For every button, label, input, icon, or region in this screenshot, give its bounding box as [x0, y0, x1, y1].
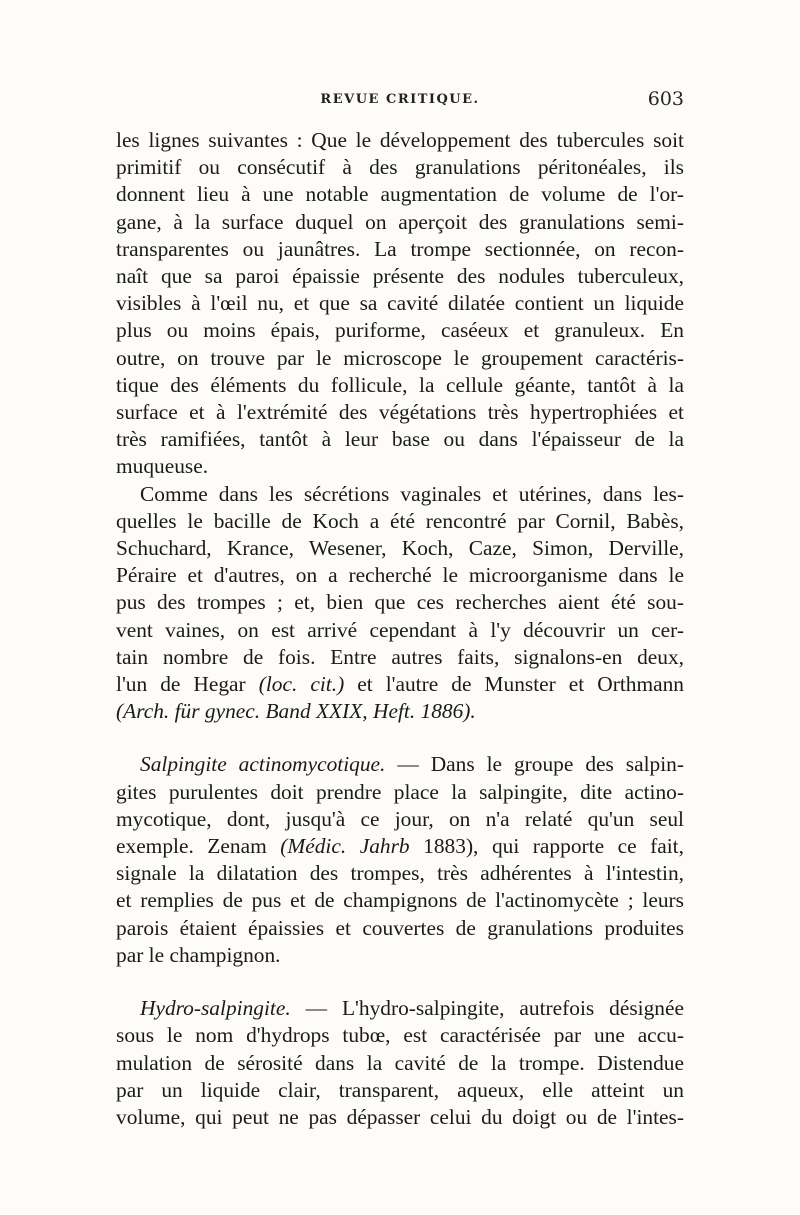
- text-run: et l'autre de Munster et Orthmann: [357, 672, 684, 697]
- text-line: outre, on trouve par le microscope le groupement caractéris-: [116, 345, 684, 370]
- text-line: gites purulentes doit prendre place la salpingite, dite actino-: [116, 779, 684, 804]
- text-line: donnent lieu à une notable augmentation de volume de l'or-: [116, 182, 684, 207]
- text-line: par un liquide clair, transparent, aqueux, elle atteint un: [116, 1077, 684, 1102]
- paragraph-gap: [116, 969, 684, 995]
- text-run: — Dans le groupe des salpin-: [397, 752, 684, 777]
- text-run: exemple. Zenam: [116, 834, 267, 859]
- paragraph-actinomycotic-salpingitis: [116, 751, 684, 969]
- paragraph-gap: [116, 725, 684, 751]
- text-line: et remplies de pus et de champignons de l'actinomycète ; leurs: [116, 888, 684, 913]
- text-line: par le champignon.: [116, 942, 281, 967]
- citation-italic: (loc. cit.): [258, 672, 345, 697]
- text-line: volume, qui peut ne pas dépasser celui du doigt ou de l'intes-: [116, 1104, 684, 1129]
- text-line: Schuchard, Krance, Wesener, Koch, Caze, Simon, Derville,: [116, 536, 684, 561]
- text-line: gane, à la surface duquel on aperçoit des granulations semi-: [116, 209, 684, 234]
- text-run: — L'hydro-salpingite, autrefois désignée: [305, 996, 684, 1021]
- text-line-mixed: [116, 751, 684, 778]
- text-line: sous le nom d'hydrops tubœ, est caractérisée par une accu-: [116, 1023, 684, 1048]
- paragraph-hydro-salpingitis: [116, 995, 684, 1131]
- text-line: très ramifiées, tantôt à leur base ou dans l'épaisseur de la: [116, 427, 684, 452]
- text-run: 1883), qui rapporte ce fait,: [423, 834, 684, 859]
- running-title: REVUE CRITIQUE.: [320, 92, 480, 107]
- text-line: Péraire et d'autres, on a recherché le microorganisme dans le: [116, 563, 684, 588]
- text-line: primitif ou consécutif à des granulations péritonéales, ils: [116, 155, 684, 180]
- text-line: muqueuse.: [116, 454, 209, 479]
- text-line: plus ou moins épais, puriforme, caséeux et granuleux. En: [116, 318, 684, 343]
- text-line: mycotique, dont, jusqu'à ce jour, on n'a relaté qu'un seul: [116, 806, 684, 831]
- section-heading: Hydro-salpingite.: [140, 996, 291, 1021]
- text-line: surface et à l'extrémité des végétations très hypertrophiées et: [116, 400, 684, 425]
- text-line-mixed: [116, 671, 684, 698]
- paragraph-koch-bacillus: [116, 481, 684, 726]
- text-line: vent vaines, on est arrivé cependant à l'y découvrir un cer-: [116, 617, 684, 642]
- paragraph-tuberculous-tube: [116, 127, 684, 481]
- text-line: tique des éléments du follicule, la cellule géante, tantôt à la: [116, 372, 684, 397]
- page-number: 603: [647, 88, 684, 110]
- text-line: pus des trompes ; et, bien que ces recherches aient été sou-: [116, 590, 684, 615]
- text-line: naît que sa paroi épaissie présente des nodules tuberculeux,: [116, 264, 684, 289]
- text-line: Comme dans les sécrétions vaginales et utérines, dans les-: [140, 481, 684, 506]
- text-line: les lignes suivantes : Que le développement des tubercules soit: [116, 128, 684, 152]
- citation-italic: (Arch. für gynec. Band XXIX, Heft. 1886).: [116, 699, 476, 724]
- text-line: visibles à l'œil nu, et que sa cavité dilatée contient un liquide: [116, 291, 684, 316]
- text-line: transparentes ou jaunâtres. La trompe sectionnée, on recon-: [116, 236, 684, 261]
- text-run: l'un de Hegar: [116, 672, 246, 697]
- text-line: [116, 698, 684, 725]
- citation-italic: (Médic. Jahrb: [280, 834, 410, 859]
- text-line: parois étaient épaissies et couvertes de granulations produites: [116, 915, 684, 940]
- text-line: quelles le bacille de Koch a été rencontré par Cornil, Babès,: [116, 508, 684, 533]
- section-heading: Salpingite actinomycotique.: [140, 752, 386, 777]
- text-line: signale la dilatation des trompes, très adhérentes à l'intestin,: [116, 861, 684, 886]
- body-text: [116, 127, 684, 1131]
- text-line: tain nombre de fois. Entre autres faits, signalons-en deux,: [116, 644, 684, 669]
- text-line-mixed: [116, 833, 684, 860]
- page-header: [116, 88, 684, 118]
- text-line: mulation de sérosité dans la cavité de la trompe. Distendue: [116, 1050, 684, 1075]
- text-line-mixed: [116, 995, 684, 1022]
